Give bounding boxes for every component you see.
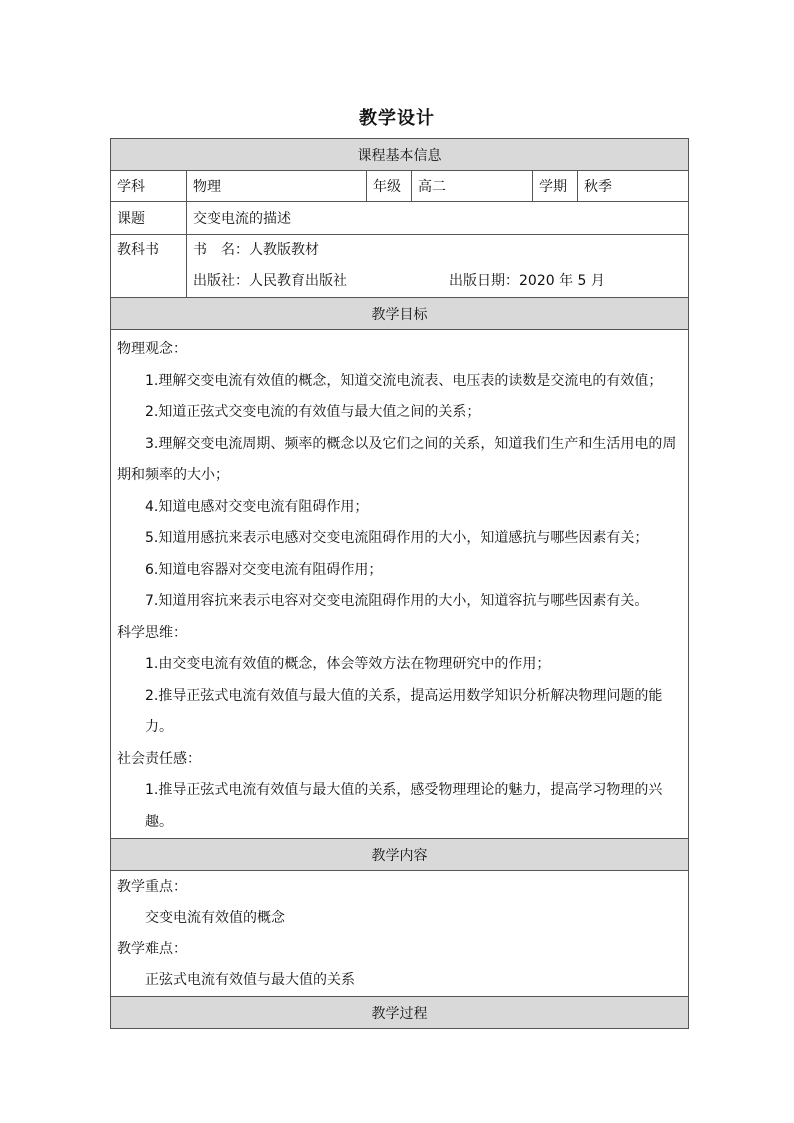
key-point-label: 教学重点： [117, 879, 187, 895]
content-header-row [111, 839, 689, 871]
term-value: 秋季 [578, 171, 689, 202]
grade-label: 年级 [367, 171, 412, 202]
publisher: 出版社：人民教育出版社 [193, 273, 347, 289]
textbook-row [111, 235, 689, 298]
lesson-plan-table [110, 138, 689, 1029]
subject-row [111, 171, 689, 202]
term-label: 学期 [533, 171, 578, 202]
objectives-cell [111, 330, 689, 839]
group-heading: 物理观念： [117, 341, 187, 357]
publisher-line [193, 266, 682, 297]
content-header: 教学内容 [111, 839, 689, 871]
textbook-label: 教科书 [117, 242, 159, 258]
difficult-point-label: 教学难点： [117, 941, 187, 957]
objective-item: 2.推导正弦式电流有效值与最大值的关系，提高运用数学知识分析解决物理问题的能力。 [145, 687, 663, 735]
content-cell [111, 871, 689, 997]
objective-item: 6.知道电容器对交变电流有阻碍作用； [145, 561, 383, 578]
objectives-header: 教学目标 [111, 298, 689, 330]
grade-value: 高二 [412, 171, 533, 202]
publication-date: 出版日期：2020 年 5 月 [449, 273, 605, 289]
objective-item: 1.理解交变电流有效值的概念，知道交流电流表、电压表的读数是交流电的有效值； [145, 372, 663, 389]
difficult-point: 正弦式电流有效值与最大值的关系 [145, 972, 355, 988]
topic-value: 交变电流的描述 [187, 202, 689, 235]
book-name: 书 名：人教版教材 [193, 242, 319, 258]
objective-item: 2.知道正弦式交变电流的有效值与最大值之间的关系； [145, 404, 481, 420]
objectives-header-row [111, 298, 689, 330]
document-title: 教学设计 [359, 108, 435, 129]
group-heading: 社会责任感： [117, 750, 201, 767]
group-heading: 科学思维： [117, 624, 187, 641]
objective-item: 7.知道用容抗来表示电容对交变电流阻碍作用的大小，知道容抗与哪些因素有关。 [145, 593, 649, 609]
objective-item: 5.知道用感抗来表示电感对交变电流阻碍作用的大小，知道感抗与哪些因素有关； [145, 530, 649, 546]
topic-row [111, 202, 689, 235]
objective-item: 1.由交变电流有效值的概念，体会等效方法在物理研究中的作用； [145, 656, 551, 672]
textbook-label-cell [111, 235, 187, 298]
subject-label: 学科 [111, 171, 187, 202]
key-point: 交变电流有效值的概念 [145, 910, 285, 926]
content-row [111, 871, 689, 997]
objective-item: 3.理解交变电流周期、频率的概念以及它们之间的关系，知道我们生产和生活用电的周期和频率的大小； [117, 435, 677, 483]
basic-info-header-row [111, 139, 689, 171]
process-header: 教学过程 [111, 997, 689, 1029]
objective-item: 4.知道电感对交变电流有阻碍作用； [145, 498, 369, 515]
process-header-row [111, 997, 689, 1029]
objective-item: 1.推导正弦式电流有效值与最大值的关系，感受物理理论的魅力，提高学习物理的兴趣。 [145, 782, 663, 830]
textbook-value-cell [187, 235, 689, 298]
topic-label: 课题 [111, 202, 187, 235]
basic-info-header: 课程基本信息 [111, 139, 689, 171]
objectives-row [111, 330, 689, 839]
subject-value: 物理 [187, 171, 367, 202]
